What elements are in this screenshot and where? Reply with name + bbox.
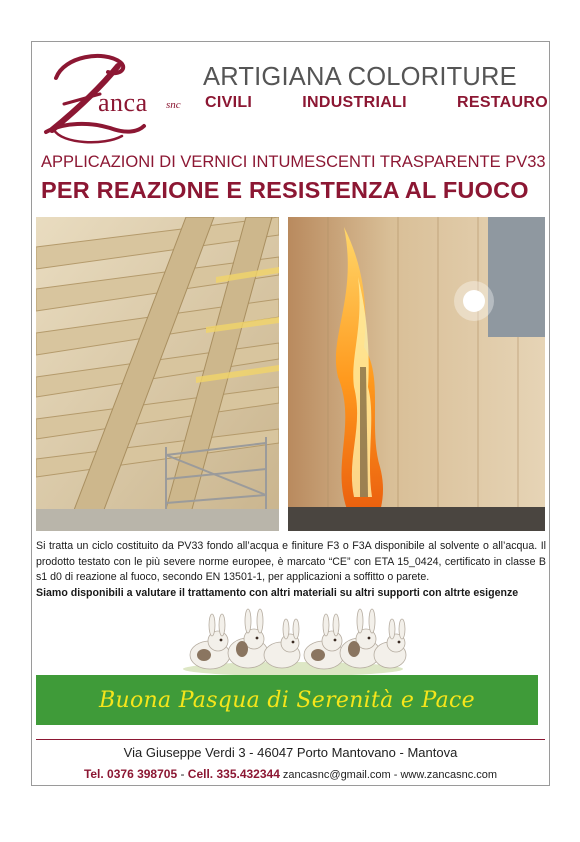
headline-subtitle: APPLICAZIONI DI VERNICI INTUMESCENTI TRASPARENTE PV33 [41, 153, 546, 171]
footer-contacts [36, 767, 545, 781]
description-paragraph: Si tratta un ciclo costituito da PV33 fondo all’acqua e finiture F3 o F3A disponibile al solvente o all’acqua. Il prodotto testato con le più severe norme europee, è marcato “CE” con ETA 15_0424, certificato in classe B s1 d0 di reazione al fuoco, secondo EN 13501-1, per applicazioni a soffitto o parete. [36, 540, 546, 583]
headline-title: PER REAZIONE E RESISTENZA AL FUOCO [41, 177, 529, 203]
footer-divider [36, 739, 545, 740]
services-list [205, 94, 548, 114]
product-description [36, 539, 546, 601]
phone-number[interactable]: Tel. 0376 398705 [83, 767, 178, 781]
logo-suffix: snc [166, 99, 181, 111]
easter-greeting-banner [36, 675, 538, 725]
email-website[interactable]: zancasnc@gmail.com - www.zancasnc.com [279, 769, 498, 781]
easter-greeting-text: Buona Pasqua di Serenità e Pace [99, 687, 475, 713]
photo-fire-test [288, 217, 545, 531]
description-availability: Siamo disponibili a valutare il trattamento con altri materiali su altri supporti con altrte esigenze [36, 586, 519, 599]
photo-wood-ceiling [36, 217, 279, 531]
company-name: ARTIGIANA COLORITURE [203, 63, 517, 91]
footer-address: Via Giuseppe Verdi 3 - 46047 Porto Mantovano - Mantova [123, 745, 458, 760]
mobile-number[interactable]: Cell. 335.432344 [187, 767, 280, 781]
contact-separator: - [177, 767, 188, 781]
service-civili: CIVILI [205, 94, 253, 111]
logo-name: anca [98, 88, 148, 117]
service-restauro: RESTAURO [457, 94, 548, 111]
easter-bunnies-image [178, 607, 408, 677]
service-industriali: INDUSTRIALI [302, 94, 407, 111]
